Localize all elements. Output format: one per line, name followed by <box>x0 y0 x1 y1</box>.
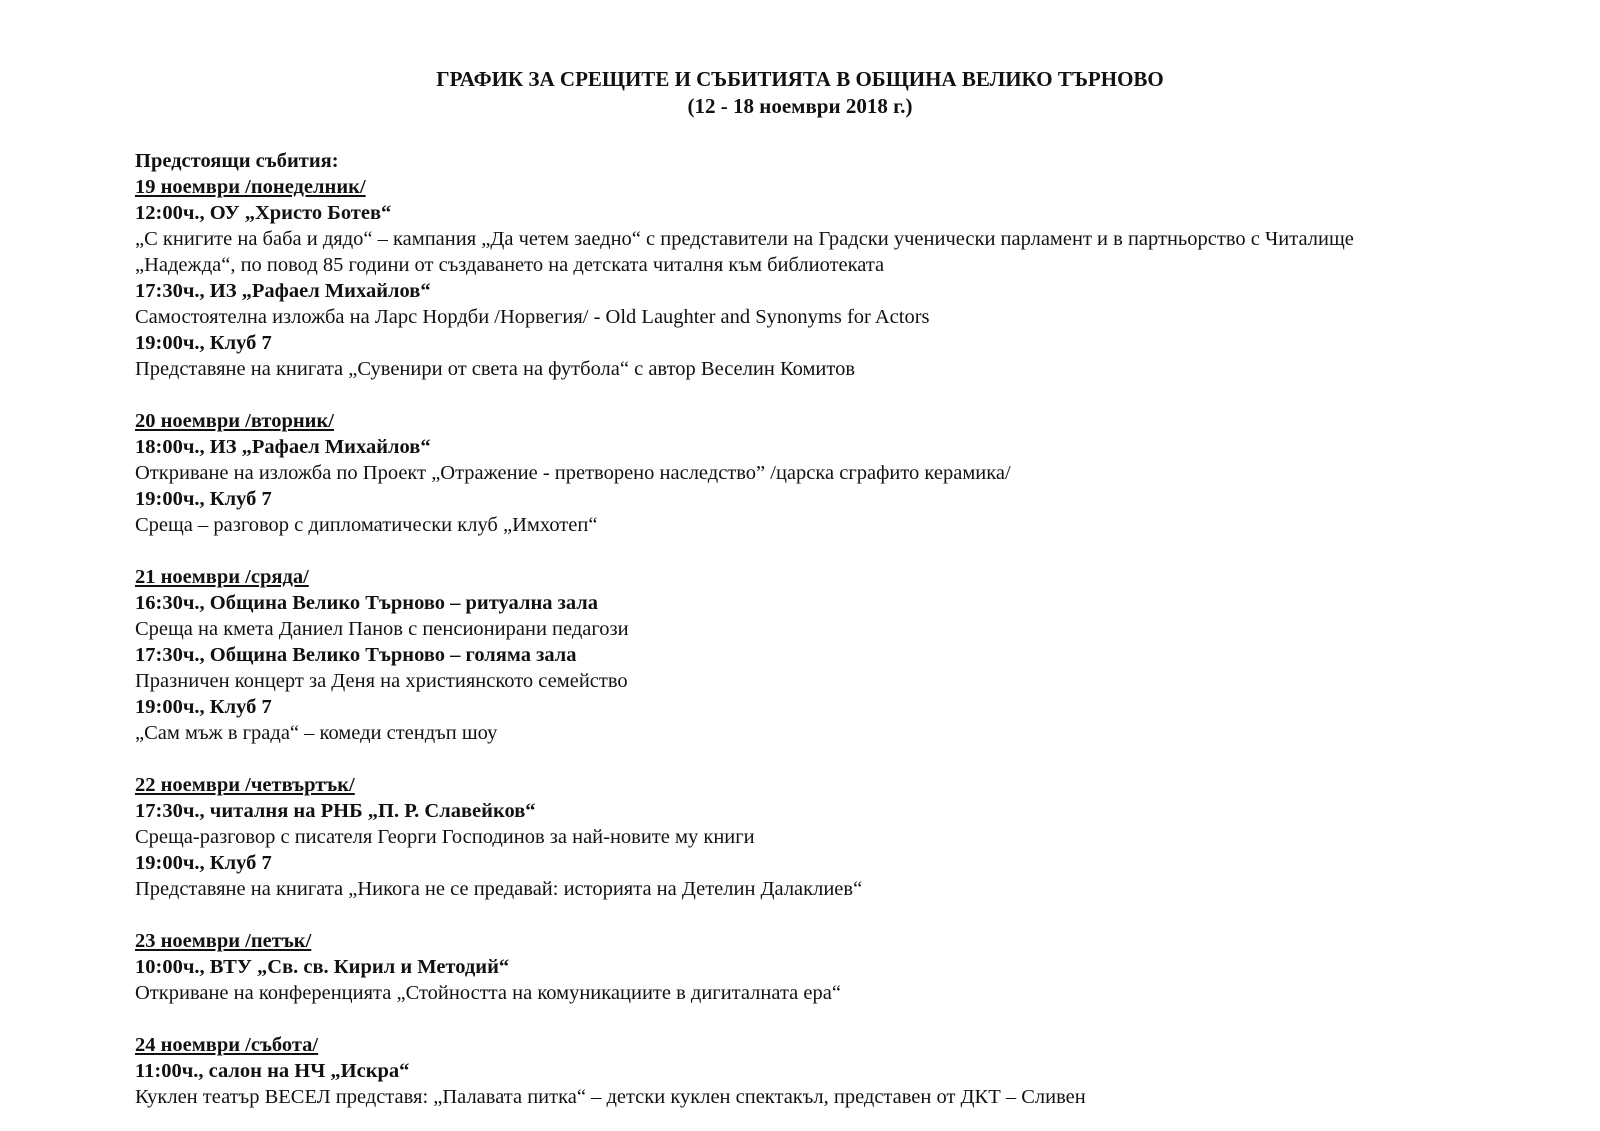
event-description: Куклен театър ВЕСЕЛ представя: „Палавата питка“ – детски куклен спектакъл, представен от ДКТ – Сливен <box>135 1086 1086 1108</box>
page-title: ГРАФИК ЗА СРЕЩИТЕ И СЪБИТИЯТА В ОБЩИНА ВЕЛИКО ТЪРНОВО <box>436 67 1164 91</box>
event-description: Самостоятелна изложба на Ларс Нордби /Норвегия/ - Old Laughter and Synonyms for Actors <box>135 306 930 328</box>
event-time-place: 17:30ч., читалня на РНБ „П. Р. Славейков“ <box>135 800 536 822</box>
event-description: „С книгите на баба и дядо“ – кампания „Да четем заедно“ с представители на Градски ученически парламент и в партньорство с Читалище <box>135 228 1354 250</box>
event-time-place: 19:00ч., Клуб 7 <box>135 332 272 354</box>
day-section <box>135 928 1575 1006</box>
day-section <box>135 1032 1575 1110</box>
event-description: Представяне на книгата „Сувенири от света на футбола“ с автор Веселин Комитов <box>135 358 856 380</box>
page-subtitle: (12 - 18 ноември 2018 г.) <box>687 94 913 118</box>
schedule-content <box>135 148 1575 1110</box>
spacer <box>135 902 1575 928</box>
event-time-place: 12:00ч., ОУ „Христо Ботев“ <box>135 202 392 224</box>
event-time-place: 11:00ч., салон на НЧ „Искра“ <box>135 1060 410 1082</box>
day-heading: 21 ноември /сряда/ <box>135 566 309 588</box>
upcoming-label: Предстоящи събития: <box>135 150 339 172</box>
event-description: Празничен концерт за Деня на християнското семейство <box>135 670 628 692</box>
day-section <box>135 564 1575 746</box>
spacer <box>135 538 1575 564</box>
event-description: Откриване на конференцията „Стойността на комуникациите в дигиталната ера“ <box>135 982 841 1004</box>
event-description: Представяне на книгата „Никога не се предавай: историята на Детелин Далаклиев“ <box>135 878 863 900</box>
event-time-place: 16:30ч., Община Велико Търново – ритуална зала <box>135 592 599 614</box>
day-heading: 24 ноември /събота/ <box>135 1034 319 1056</box>
event-time-place: 10:00ч., ВТУ „Св. св. Кирил и Методий“ <box>135 956 510 978</box>
event-time-place: 17:30ч., Община Велико Търново – голяма зала <box>135 644 577 666</box>
event-time-place: 19:00ч., Клуб 7 <box>135 696 272 718</box>
day-section <box>135 174 1575 382</box>
event-description: Среща-разговор с писателя Георги Господинов за най-новите му книги <box>135 826 755 848</box>
day-heading: 23 ноември /петък/ <box>135 930 312 952</box>
event-description: Среща на кмета Даниел Панов с пенсионирани педагози <box>135 618 629 640</box>
spacer <box>135 746 1575 772</box>
spacer <box>135 382 1575 408</box>
event-description: Откриване на изложба по Проект „Отражение - претворено наследство” /царска сграфито керамика/ <box>135 462 1011 484</box>
day-section <box>135 772 1575 902</box>
event-description: „Сам мъж в града“ – комеди стендъп шоу <box>135 722 498 744</box>
event-time-place: 19:00ч., Клуб 7 <box>135 852 272 874</box>
spacer <box>135 1006 1575 1032</box>
event-description: Среща – разговор с дипломатически клуб „Имхотеп“ <box>135 514 598 536</box>
title-block <box>0 66 1600 120</box>
day-section <box>135 408 1575 538</box>
event-time-place: 17:30ч., ИЗ „Рафаел Михайлов“ <box>135 280 431 302</box>
event-time-place: 18:00ч., ИЗ „Рафаел Михайлов“ <box>135 436 431 458</box>
event-description: „Надежда“, по повод 85 години от създаването на детската читалня към библиотеката <box>135 254 885 276</box>
day-heading: 22 ноември /четвъртък/ <box>135 774 355 796</box>
day-heading: 20 ноември /вторник/ <box>135 410 334 432</box>
day-heading: 19 ноември /понеделник/ <box>135 176 366 198</box>
event-time-place: 19:00ч., Клуб 7 <box>135 488 272 510</box>
